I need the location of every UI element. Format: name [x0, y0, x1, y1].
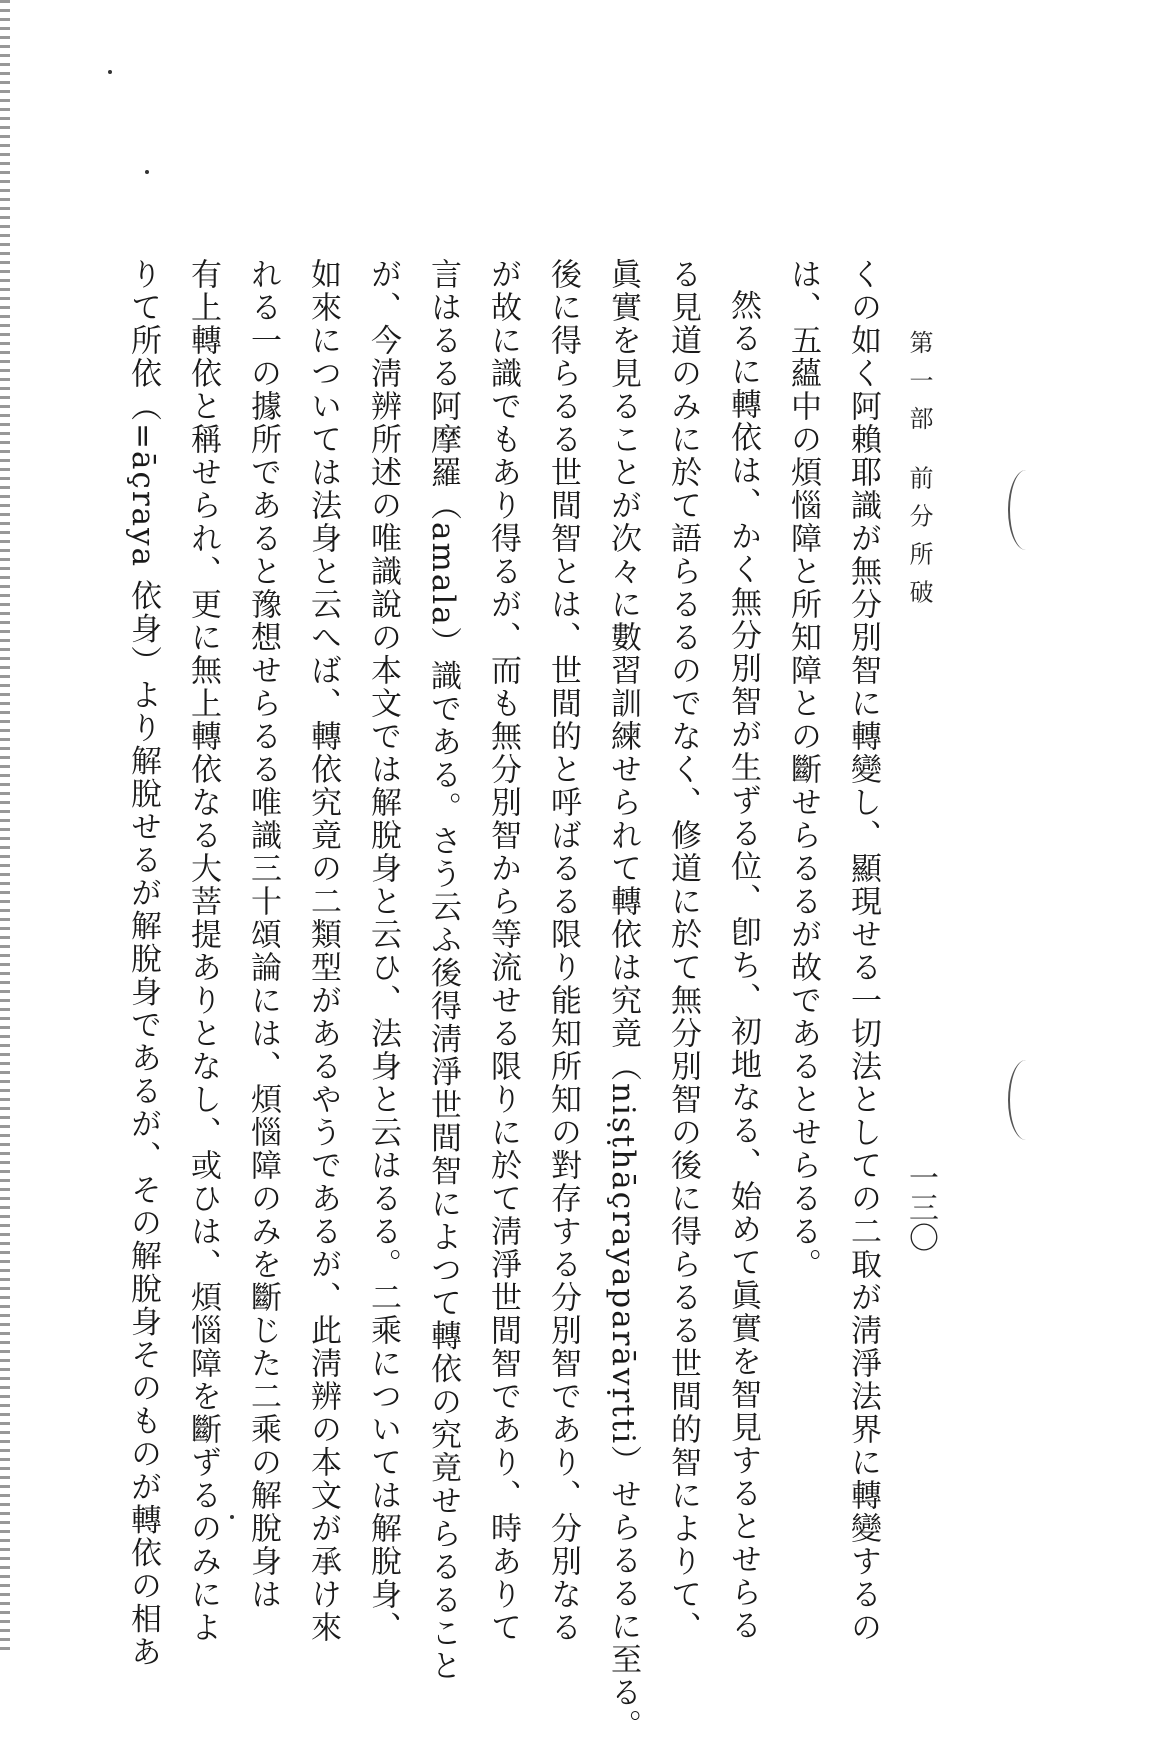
text-line: 眞實を見ることが次々に數習訓練せられて轉依は究竟（niṣṭhāçrayaparāvṛtti）せらるるに至る。: [605, 258, 641, 1742]
binding-hole-mark: [1008, 470, 1044, 550]
scan-speck: [230, 1515, 234, 1519]
scan-speck: [145, 170, 149, 174]
text-line: る見道のみに於て語らるるのでなく、修道に於て無分別智の後に得らるる世間的智によりて、: [665, 258, 701, 1644]
text-line: りて所依（=āçraya 依身）より解脫せるが解脫身であるが、その解脫身そのものが轉依の相あ: [125, 258, 161, 1669]
text-line: 如來については法身と云へば、轉依究竟の二類型があるやうであるが、此淸辨の本文が承け來: [305, 258, 341, 1644]
scan-speck: [108, 70, 112, 74]
text-line: が、今淸辨所述の唯識說の本文では解脫身と云ひ、法身と云はるる。二乘については解脫身、: [365, 258, 401, 1644]
text-line: が故に識でもあり得るが、而も無分別智から等流せる限りに於て淸淨世間智であり、時ありて: [485, 258, 521, 1644]
page-number: 一三〇: [903, 1162, 938, 1252]
binding-edge: [0, 0, 10, 1652]
text-line: 後に得らるる世間智とは、世間的と呼ばるる限り能知所知の對存する分別智であり、分別なる: [545, 258, 581, 1644]
body-text: [113, 258, 893, 1742]
text-line: は、五蘊中の煩惱障と所知障との斷せらるるが故であるとせらるる。: [785, 258, 821, 1281]
text-line: 有上轉依と稱せられ、更に無上轉依なる大菩提ありとなし、或ひは、煩惱障を斷ずるのみによ: [185, 258, 221, 1644]
text-line: 然るに轉依は、かく無分別智が生ずる位、卽ち、初地なる、始めて眞實を智見するとせらる: [725, 289, 761, 1642]
text-line: くの如く阿賴耶識が無分別智に轉變し、顯現せる一切法としての二取が淸淨法界に轉變するの: [845, 258, 881, 1644]
binding-hole-mark: [1008, 1060, 1044, 1140]
text-line: 言はるる阿摩羅（amala）識である。さう云ふ後得淸淨世間智によつて轉依の究竟せらるること: [425, 258, 461, 1683]
running-header: 第一部 前分所破: [905, 330, 933, 618]
text-line: れる一の據所であると豫想せらるる唯識三十頌論には、煩惱障のみを斷じた二乘の解脫身は: [245, 258, 281, 1611]
